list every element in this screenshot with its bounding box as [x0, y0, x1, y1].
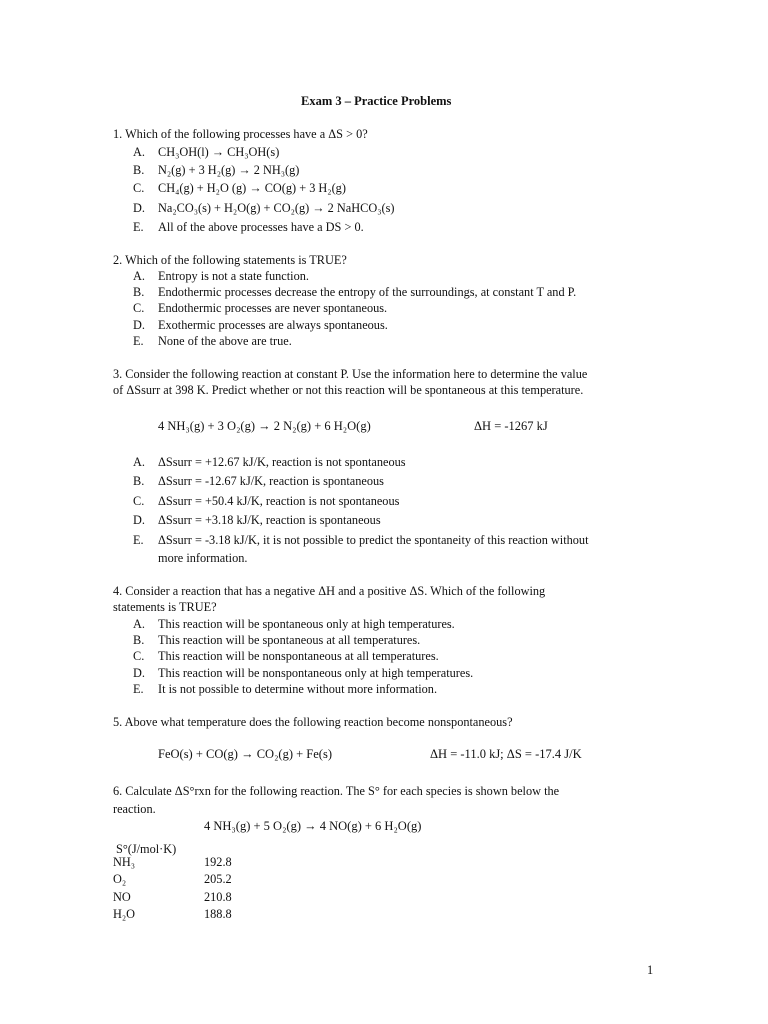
q4-option-c-letter: C.: [133, 649, 145, 663]
table-cell-species: NO: [113, 889, 131, 904]
q2-option-e-text: None of the above are true.: [158, 334, 292, 348]
q1-option-c-text: CH₄(g) + H₂O (g) → CO(g) + 3 H₂(g): [158, 181, 346, 195]
q3-option-b-text: ΔSsurr = -12.67 kJ/K, reaction is spontaneous: [158, 474, 384, 488]
q6-stem-line2: reaction.: [113, 802, 156, 816]
page-number: 1: [647, 963, 654, 977]
table-cell-species: O₂: [113, 872, 127, 887]
table-cell-value: 210.8: [204, 889, 232, 904]
table-cell-species: NH₃: [113, 855, 136, 869]
q2-option-d-text: Exothermic processes are always spontaneous.: [158, 318, 388, 332]
q4-option-b-text: This reaction will be spontaneous at all temperatures.: [158, 633, 421, 647]
q2-stem: 2. Which of the following statements is TRUE?: [113, 253, 347, 267]
q4-stem-line2: statements is TRUE?: [113, 600, 217, 614]
q4-stem-line1: 4. Consider a reaction that has a negative ΔH and a positive ΔS. Which of the following: [113, 584, 546, 598]
q6-reaction: 4 NH₃(g) + 5 O₂(g) → 4 NO(g) + 6 H₂O(g): [204, 819, 422, 833]
q1-option-a-text: CH₃OH(l) → CH₃OH(s): [158, 145, 280, 159]
q6-stem-line1: 6. Calculate ΔS°rxn for the following reaction. The S° for each species is shown below the: [113, 784, 560, 798]
q4-option-a-letter: A.: [133, 617, 145, 631]
q2-option-b-text: Endothermic processes decrease the entropy of the surroundings, at constant T and P.: [158, 285, 577, 299]
q4-option-a-text: This reaction will be spontaneous only at high temperatures.: [158, 617, 455, 631]
table-cell-species: H₂O: [113, 906, 136, 921]
q3-reaction: 4 NH₃(g) + 3 O₂(g) → 2 N₂(g) + 6 H₂O(g): [158, 419, 371, 433]
table-cell-value: 205.2: [204, 872, 232, 887]
table-row: [113, 854, 232, 871]
q6-table-header: S°(J/mol·K): [116, 842, 177, 856]
q2-option-c-letter: C.: [133, 301, 145, 315]
q3-option-c-letter: C.: [133, 494, 145, 508]
page-title: Exam 3 – Practice Problems: [301, 94, 452, 108]
q1-stem: 1. Which of the following processes have a ΔS > 0?: [113, 127, 368, 141]
q3-option-e-text: ΔSsurr = -3.18 kJ/K, it is not possible to predict the spontaneity of this reaction without: [158, 533, 589, 547]
q4-option-d-text: This reaction will be nonspontaneous only at high temperatures.: [158, 666, 474, 680]
q2-option-e-letter: E.: [133, 334, 144, 348]
table-row: [113, 906, 232, 923]
q2-option-a-letter: A.: [133, 269, 145, 283]
q2-option-d-letter: D.: [133, 318, 145, 332]
q1-option-e-letter: E.: [133, 220, 144, 234]
q1-option-b-text: N₂(g) + 3 H₂(g) → 2 NH₃(g): [158, 163, 300, 177]
table-cell-value: 192.8: [204, 855, 232, 869]
q1-option-e-text: All of the above processes have a DS > 0.: [158, 220, 364, 234]
q4-option-e-letter: E.: [133, 682, 144, 696]
q6-entropy-table: [113, 854, 232, 923]
q5-reaction: FeO(s) + CO(g) → CO₂(g) + Fe(s): [158, 747, 332, 761]
q4-option-b-letter: B.: [133, 633, 145, 647]
q2-option-c-text: Endothermic processes are never spontaneous.: [158, 301, 388, 315]
table-cell-value: 188.8: [204, 906, 232, 921]
q3-stem-line2: of ΔSsurr at 398 K. Predict whether or not this reaction will be spontaneous at this temperature.: [113, 383, 584, 397]
q3-stem-line1: 3. Consider the following reaction at constant P. Use the information here to determine the value: [113, 367, 588, 381]
q1-option-c-letter: C.: [133, 181, 145, 195]
q1-option-d-letter: D.: [133, 201, 145, 215]
q2-option-b-letter: B.: [133, 285, 145, 299]
q3-option-a-letter: A.: [133, 455, 145, 469]
q1-option-b-letter: B.: [133, 163, 145, 177]
q1-option-a-letter: A.: [133, 145, 145, 159]
q3-option-c-text: ΔSsurr = +50.4 kJ/K, reaction is not spontaneous: [158, 494, 400, 508]
q3-option-e-letter: E.: [133, 533, 144, 547]
q5-values: ΔH = -11.0 kJ; ΔS = -17.4 J/K: [430, 747, 582, 761]
q3-option-a-text: ΔSsurr = +12.67 kJ/K, reaction is not spontaneous: [158, 455, 406, 469]
q5-stem: 5. Above what temperature does the following reaction become nonspontaneous?: [113, 715, 513, 729]
q3-option-b-letter: B.: [133, 474, 145, 488]
q3-option-e-continuation: more information.: [158, 551, 248, 565]
q1-option-d-text: Na₂CO₃(s) + H₂O(g) + CO₂(g) → 2 NaHCO₃(s): [158, 201, 395, 215]
table-row: [113, 889, 232, 906]
q3-enthalpy: ΔH = -1267 kJ: [474, 419, 548, 433]
q3-option-d-letter: D.: [133, 513, 145, 527]
q4-option-d-letter: D.: [133, 666, 145, 680]
q3-option-d-text: ΔSsurr = +3.18 kJ/K, reaction is spontaneous: [158, 513, 381, 527]
q2-option-a-text: Entropy is not a state function.: [158, 269, 309, 283]
table-row: [113, 871, 232, 888]
q4-option-e-text: It is not possible to determine without more information.: [158, 682, 438, 696]
q4-option-c-text: This reaction will be nonspontaneous at all temperatures.: [158, 649, 439, 663]
